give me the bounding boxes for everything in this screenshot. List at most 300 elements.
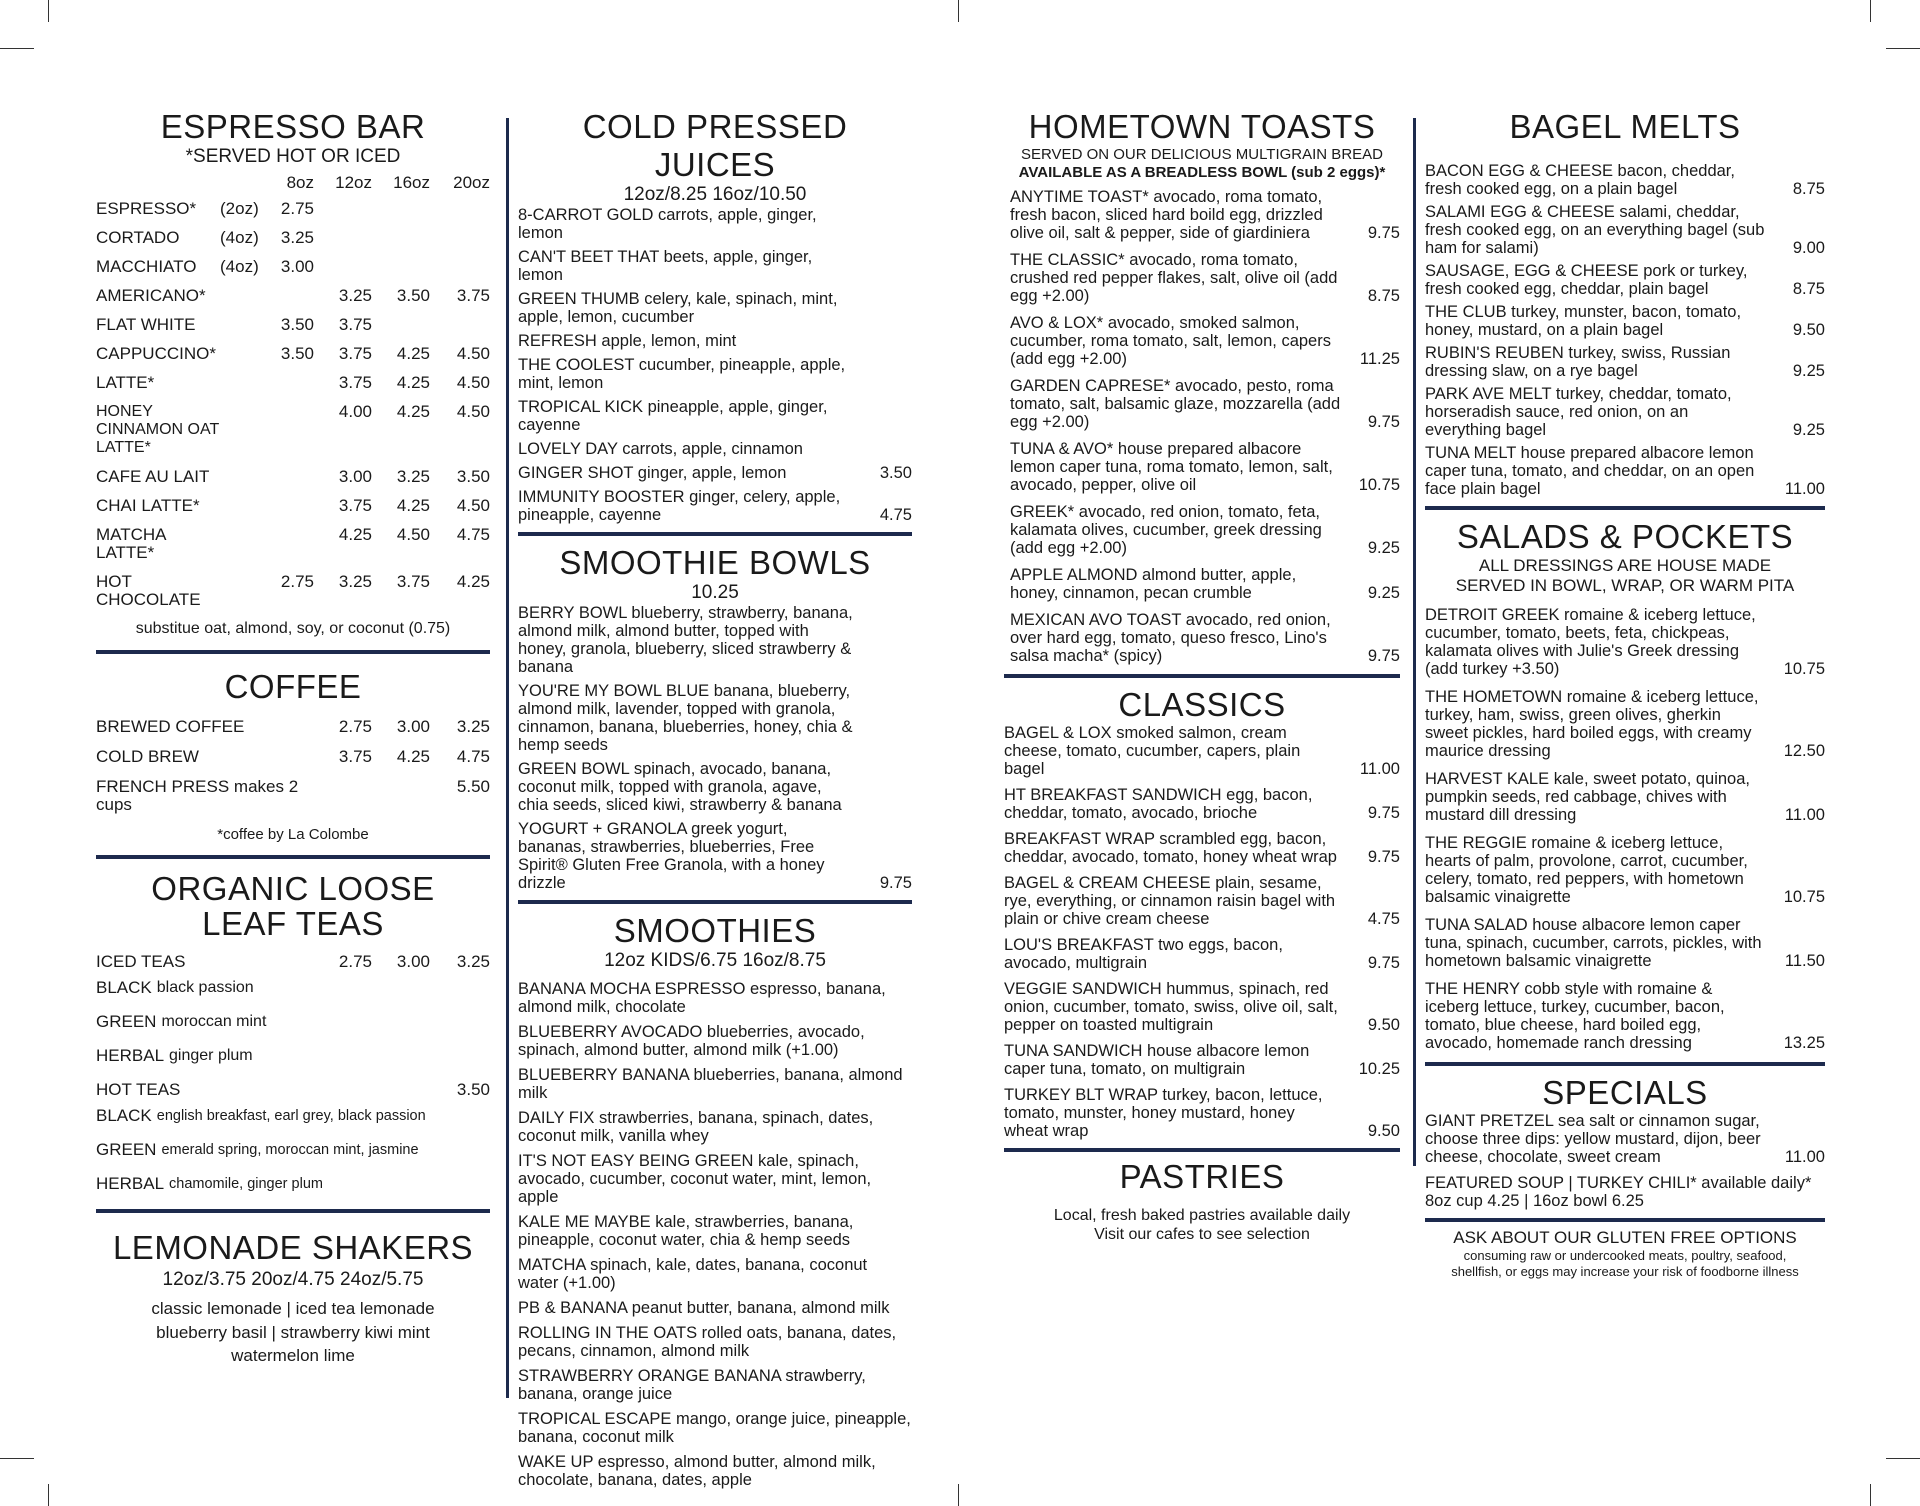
menu-item: [1425, 162, 1825, 198]
item-text: BAGEL & CREAM CHEESE plain, sesame, rye, everything, or cinnamon raisin bagel with plain or chive cream cheese: [1004, 874, 1336, 928]
soup-line: FEATURED SOUP | TURKEY CHILI* available daily*: [1425, 1174, 1812, 1192]
drink-row: [96, 345, 490, 363]
drink-name: CHAI LATTE*: [96, 496, 200, 515]
item-price: 11.00: [1784, 1148, 1825, 1166]
item-text: TUNA SANDWICH house albacore lemon caper tuna, tomato, on multigrain: [1004, 1042, 1310, 1078]
smoothies-title: SMOOTHIES: [613, 912, 817, 949]
drink-price: 4.25: [338, 525, 372, 544]
drink-price: 3.75: [338, 373, 372, 392]
item-price: 9.00: [1792, 239, 1825, 257]
drink-price: 3.75: [338, 315, 372, 334]
drink-price: 4.00: [338, 402, 372, 421]
drink-row: [96, 468, 490, 486]
toasts-title: HOMETOWN TOASTS: [1028, 108, 1376, 145]
item-text: BACON EGG & CHEESE bacon, cheddar, fresh cooked egg, on a plain bagel: [1425, 162, 1735, 198]
item-price: 10.25: [1358, 1060, 1400, 1078]
coffee-note: *coffee by La Colombe: [217, 826, 369, 843]
smoothies-list: [518, 980, 912, 1489]
coffee-price: 3.00: [396, 717, 430, 736]
menu-item: [1010, 440, 1400, 494]
section-rule: [518, 532, 912, 536]
classics-title: CLASSICS: [1118, 686, 1286, 723]
menu-item: [1425, 203, 1825, 257]
item-text: BERRY BOWL blueberry, strawberry, banana, almond milk, almond butter, topped with honey, granola, blueberry, sliced strawberry & banana: [518, 604, 853, 676]
drink-row: [96, 316, 490, 334]
drink-price: 2.75: [280, 572, 314, 591]
size-label: 8oz: [286, 173, 314, 192]
drink-price: 4.25: [456, 572, 490, 591]
tea-name: BLACK: [96, 1106, 152, 1125]
classics-list: [1004, 724, 1400, 1140]
item-text: LOVELY DAY carrots, apple, cinnamon: [518, 440, 803, 458]
drink-price: 4.75: [456, 525, 490, 544]
teas-title-line1: ORGANIC LOOSE: [151, 870, 435, 907]
toasts-list: [1004, 188, 1400, 665]
toasts-subtitle-bold: AVAILABLE AS A BREADLESS BOWL (sub 2 eggs)*: [1018, 164, 1386, 181]
teas-list: [96, 953, 490, 1193]
salads-subtitle: SERVED IN BOWL, WRAP, OR WARM PITA: [1455, 576, 1795, 595]
item-text: GREEK* avocado, red onion, tomato, feta, kalamata olives, cucumber, greek dressing (add egg +2.00): [1010, 503, 1322, 557]
menu-item: [518, 1453, 912, 1489]
milk-note: substitue oat, almond, soy, or coconut (0.75): [135, 620, 451, 637]
item-text: VEGGIE SANDWICH hummus, spinach, red onion, cucumber, tomato, swiss, olive oil, salt, pepper on toasted multigrain: [1004, 980, 1338, 1034]
pastries-line: Local, fresh baked pastries available daily: [1053, 1207, 1351, 1224]
menu-item: [518, 1023, 912, 1059]
item-price: 11.00: [1784, 806, 1825, 824]
menu-item: [1010, 611, 1400, 665]
section-rule: [96, 855, 490, 859]
drink-price: 3.75: [338, 344, 372, 363]
food-warning: consuming raw or undercooked meats, poultry, seafood,: [1463, 1248, 1787, 1263]
salads-title: SALADS & POCKETS: [1456, 518, 1794, 555]
specials-title: SPECIALS: [1542, 1074, 1708, 1111]
crop-mark: [958, 0, 959, 22]
menu-item: [1425, 262, 1825, 298]
item-text: THE HOMETOWN romaine & iceberg lettuce, turkey, ham, swiss, green olives, gherkin sweet pickles, hard boiled eggs, with creamy maurice dressing: [1425, 688, 1759, 760]
item-price: 9.25: [1792, 362, 1825, 380]
gluten-free-note: ASK ABOUT OUR GLUTEN FREE OPTIONS: [1453, 1228, 1797, 1247]
item-price: 9.75: [1367, 647, 1400, 665]
tea-desc: emerald spring, moroccan mint, jasmine: [161, 1142, 419, 1158]
pastries-line: Visit our cafes to see selection: [1094, 1226, 1310, 1243]
drink-row: [96, 229, 490, 247]
menu-item: [518, 1299, 912, 1317]
drink-row: [96, 200, 490, 218]
bowls-title: SMOOTHIE BOWLS: [559, 544, 871, 581]
coffee-price: 5.50: [456, 777, 490, 796]
menu-item: [518, 1367, 912, 1403]
lemonade-sizes: 12oz/3.75 20oz/4.75 24oz/5.75: [162, 1269, 424, 1290]
menu-item: [518, 332, 912, 350]
tea-row: [96, 1141, 490, 1159]
drink-price: 3.75: [338, 496, 372, 515]
coffee-price: 3.75: [338, 747, 372, 766]
item-text: AVO & LOX* avocado, smoked salmon, cucumber, roma tomato, salt, lemon, capers (add egg +2.00): [1010, 314, 1331, 368]
menu-item: [518, 1109, 912, 1145]
item-text: BREAKFAST WRAP scrambled egg, bacon, cheddar, avocado, tomato, honey wheat wrap: [1004, 830, 1337, 866]
item-text: PARK AVE MELT turkey, cheddar, tomato, horseradish sauce, red onion, on an everything bagel: [1425, 385, 1732, 439]
coffee-title: COFFEE: [224, 668, 362, 705]
item-price: 8.75: [1792, 280, 1825, 298]
item-text: PB & BANANA peanut butter, banana, almond milk: [518, 1299, 890, 1317]
tea-desc: chamomile, ginger plum: [169, 1176, 323, 1192]
drink-name: LATTE*: [96, 373, 155, 392]
drink-row: [96, 258, 490, 276]
item-price: 4.75: [879, 506, 912, 524]
coffee-row: [96, 748, 490, 766]
tea-price: 3.50: [456, 1080, 490, 1099]
drink-size: (2oz): [220, 199, 259, 218]
crop-mark: [1870, 0, 1871, 22]
crop-mark: [1886, 48, 1920, 49]
item-text: APPLE ALMOND almond butter, apple, honey, cinnamon, pecan crumble: [1010, 566, 1297, 602]
item-price: 9.25: [1792, 421, 1825, 439]
coffee-row: [96, 778, 490, 814]
drink-price: 4.50: [456, 402, 490, 421]
menu-item: [1010, 503, 1400, 557]
tea-desc: moroccan mint: [161, 1013, 267, 1030]
menu-item: [518, 604, 912, 676]
drink-price: 3.25: [396, 467, 430, 486]
size-label: 20oz: [453, 173, 490, 192]
tea-desc: black passion: [156, 979, 254, 996]
item-text: THE CLUB turkey, munster, bacon, tomato, honey, mustard, on a plain bagel: [1425, 303, 1742, 339]
tea-price: 2.75: [338, 952, 372, 971]
drink-name: HONEY CINNAMON OAT LATTE*: [96, 403, 219, 456]
item-text: BAGEL & LOX smoked salmon, cream cheese, tomato, cucumber, capers, plain bagel: [1004, 724, 1301, 778]
tea-desc: english breakfast, earl grey, black passion: [156, 1108, 426, 1124]
drink-name: MACCHIATO: [96, 257, 197, 276]
item-text: SALAMI EGG & CHEESE salami, cheddar, fresh cooked egg, on an everything bagel (sub ham for salami): [1425, 203, 1765, 257]
crop-mark: [1870, 1484, 1871, 1506]
coffee-list: [96, 718, 490, 814]
salads-subtitle: ALL DRESSINGS ARE HOUSE MADE: [1478, 556, 1772, 575]
drink-size: (4oz): [220, 257, 259, 276]
menu-item: [1010, 566, 1400, 602]
drink-price: 4.50: [396, 525, 430, 544]
drink-price: 4.50: [456, 373, 490, 392]
lemonade-title: LEMONADE SHAKERS: [112, 1229, 474, 1266]
toasts-subtitle: SERVED ON OUR DELICIOUS MULTIGRAIN BREAD: [1020, 146, 1383, 163]
item-price: 3.50: [879, 464, 912, 482]
item-price: 11.50: [1784, 952, 1825, 970]
drink-price: 3.00: [280, 257, 314, 276]
menu-item: [518, 820, 912, 892]
item-text: THE HENRY cobb style with romaine & iceberg lettuce, turkey, cucumber, bacon, tomato, blue cheese, hard boiled egg, avocado, homemade ranch dressing: [1425, 980, 1725, 1052]
menu-item: [1425, 1112, 1825, 1166]
tea-row: [96, 1013, 490, 1031]
crop-mark: [0, 48, 34, 49]
menu-item: [1425, 344, 1825, 380]
item-text: CAN'T BEET THAT beets, apple, ginger, lemon: [518, 248, 813, 284]
menu-item: [518, 356, 912, 392]
drink-row: [96, 287, 490, 305]
item-text: IMMUNITY BOOSTER ginger, celery, apple, pineapple, cayenne: [518, 488, 841, 524]
menu-item: [518, 760, 912, 814]
item-text: TUNA SALAD house albacore lemon caper tuna, spinach, cucumber, carrots, pickles, with hometown balsamic vinaigrette: [1425, 916, 1762, 970]
tea-price: 3.25: [456, 952, 490, 971]
tea-row: [96, 1047, 490, 1065]
drink-name: HOT CHOCOLATE: [96, 572, 201, 609]
item-text: ROLLING IN THE OATS rolled oats, banana, dates, pecans, cinnamon, almond milk: [518, 1324, 897, 1360]
section-rule: [1425, 1218, 1825, 1222]
item-text: THE CLASSIC* avocado, roma tomato, crushed red pepper flakes, salt, olive oil (add egg +2.00): [1010, 251, 1338, 305]
menu-item: [1010, 251, 1400, 305]
item-text: HARVEST KALE kale, sweet potato, quinoa, pumpkin seeds, red cabbage, chives with mustard dill dressing: [1425, 770, 1750, 824]
column-espresso: [96, 108, 490, 1367]
item-price: 9.75: [1367, 954, 1400, 972]
item-price: 13.25: [1783, 1034, 1825, 1052]
drink-price: 3.25: [338, 572, 372, 591]
drink-name: CAFE AU LAIT: [96, 467, 210, 486]
section-rule: [1004, 1148, 1400, 1152]
tea-name: HERBAL: [96, 1174, 165, 1193]
item-price: 8.75: [1792, 180, 1825, 198]
item-text: TURKEY BLT WRAP turkey, bacon, lettuce, tomato, munster, honey mustard, honey wheat wrap: [1004, 1086, 1323, 1140]
menu-item: [1425, 303, 1825, 339]
coffee-price: 3.25: [456, 717, 490, 736]
lemonade-line: watermelon lime: [231, 1346, 355, 1365]
drink-name: CORTADO: [96, 228, 180, 247]
coffee-row: [96, 718, 490, 736]
item-text: REFRESH apple, lemon, mint: [518, 332, 737, 350]
tea-row: [96, 979, 490, 997]
drink-row: [96, 403, 490, 457]
menu-item: [1004, 830, 1400, 866]
menu-item: [1004, 786, 1400, 822]
menu-item: [1425, 688, 1825, 760]
specials-list: [1425, 1112, 1825, 1166]
hot-teas-row: [96, 1081, 490, 1099]
menu-item: [518, 1213, 912, 1249]
menu-item: [1010, 188, 1400, 242]
menu-item: [518, 206, 912, 242]
drink-price: 4.50: [456, 496, 490, 515]
crop-mark: [48, 1484, 49, 1506]
item-text: KALE ME MAYBE kale, strawberries, banana, pineapple, coconut water, chia & hemp seeds: [518, 1213, 854, 1249]
item-price: 9.75: [1367, 804, 1400, 822]
item-text: MEXICAN AVO TOAST avocado, red onion, over hard egg, tomato, queso fresco, Lino's salsa macha* (spicy): [1010, 611, 1331, 665]
item-price: 10.75: [1783, 660, 1825, 678]
menu-item: [518, 1152, 912, 1206]
menu-item: [518, 1256, 912, 1292]
section-rule: [1425, 1062, 1825, 1066]
menu-item: [1004, 980, 1400, 1034]
menu-item: [1004, 1042, 1400, 1078]
drink-price: 3.75: [456, 286, 490, 305]
column-bagels: [1425, 108, 1825, 1280]
menu-item: [1004, 724, 1400, 778]
drink-price: 3.25: [280, 228, 314, 247]
menu-item: [518, 248, 912, 284]
juices-title: COLD PRESSED JUICES: [582, 108, 848, 183]
drink-name: MATCHA LATTE*: [96, 525, 166, 562]
item-price: 9.75: [1367, 848, 1400, 866]
section-rule: [1004, 674, 1400, 678]
hot-teas-label: HOT TEAS: [96, 1080, 181, 1099]
pastries-title: PASTRIES: [1119, 1158, 1285, 1195]
drink-row: [96, 573, 490, 609]
menu-item: [518, 1324, 912, 1360]
section-rule: [96, 650, 490, 654]
section-rule: [518, 900, 912, 904]
column-toasts: [1004, 108, 1400, 1244]
item-text: GIANT PRETZEL sea salt or cinnamon sugar, choose three dips: yellow mustard, dijon, beer cheese, chocolate, sweet cream: [1425, 1112, 1761, 1166]
item-price: 9.75: [1367, 224, 1400, 242]
espresso-subtitle: *SERVED HOT OR ICED: [185, 146, 401, 167]
menu-item: [1425, 444, 1825, 498]
menu-item: [518, 464, 912, 482]
menu-item: [1425, 916, 1825, 970]
item-text: DAILY FIX strawberries, banana, spinach, dates, coconut milk, vanilla whey: [518, 1109, 874, 1145]
item-price: 9.75: [879, 874, 912, 892]
menu-item: [518, 980, 912, 1016]
menu-item: [518, 682, 912, 754]
tea-name: GREEN: [96, 1140, 157, 1159]
menu-item: [518, 1066, 912, 1102]
item-price: 9.25: [1367, 539, 1400, 557]
drink-row: [96, 526, 490, 562]
tea-name: BLACK: [96, 978, 152, 997]
item-text: RUBIN'S REUBEN turkey, swiss, Russian dressing slaw, on a rye bagel: [1425, 344, 1731, 380]
juices-list: [518, 206, 912, 524]
tea-price: 3.00: [396, 952, 430, 971]
drink-price: 3.50: [280, 344, 314, 363]
item-text: MATCHA spinach, kale, dates, banana, coconut water (+1.00): [518, 1256, 868, 1292]
item-price: 10.75: [1783, 888, 1825, 906]
espresso-list: [96, 200, 490, 609]
menu-item: [1425, 980, 1825, 1052]
item-text: YOGURT + GRANOLA greek yogurt, bananas, strawberries, blueberries, Free Spirit® Gluten Free Granola, with a honey drizzle: [518, 820, 825, 892]
crop-mark: [48, 0, 49, 22]
item-price: 8.75: [1367, 287, 1400, 305]
iced-teas-row: [96, 953, 490, 971]
drink-name: FLAT WHITE: [96, 315, 196, 334]
size-label: 12oz: [335, 173, 372, 192]
tea-row: [96, 1107, 490, 1125]
coffee-price: 4.75: [456, 747, 490, 766]
lemonade-line: blueberry basil | strawberry kiwi mint: [156, 1323, 430, 1342]
drink-name: AMERICANO*: [96, 286, 206, 305]
item-text: LOU'S BREAKFAST two eggs, bacon, avocado, multigrain: [1004, 936, 1283, 972]
item-text: HT BREAKFAST SANDWICH egg, bacon, cheddar, tomato, avocado, brioche: [1004, 786, 1313, 822]
drink-name: CAPPUCCINO*: [96, 344, 216, 363]
drink-price: 2.75: [280, 199, 314, 218]
salads-list: [1425, 606, 1825, 1052]
drink-price: 3.50: [456, 467, 490, 486]
item-price: 12.50: [1783, 742, 1825, 760]
item-text: GREEN BOWL spinach, avocado, banana, coconut milk, topped with granola, agave, chia seeds, sliced kiwi, strawberry & banana: [518, 760, 842, 814]
item-text: GREEN THUMB celery, kale, spinach, mint, apple, lemon, cucumber: [518, 290, 838, 326]
juices-sizes: 12oz/8.25 16oz/10.50: [623, 184, 807, 205]
item-text: TROPICAL KICK pineapple, apple, ginger, cayenne: [518, 398, 828, 434]
item-text: BLUEBERRY BANANA blueberries, banana, almond milk: [518, 1066, 903, 1102]
menu-item: [518, 398, 912, 434]
drink-price: 4.25: [396, 496, 430, 515]
item-text: TUNA MELT house prepared albacore lemon caper tuna, tomato, and cheddar, on an open face plain bagel: [1425, 444, 1755, 498]
menu-item: [518, 440, 912, 458]
column-divider: [1413, 118, 1416, 1166]
menu-item: [1425, 834, 1825, 906]
crop-mark: [1886, 1458, 1920, 1459]
item-price: 11.00: [1784, 480, 1825, 498]
item-text: 8-CARROT GOLD carrots, apple, ginger, lemon: [518, 206, 817, 242]
item-price: 9.50: [1792, 321, 1825, 339]
teas-title-line2: LEAF TEAS: [202, 905, 384, 942]
crop-mark: [0, 1458, 34, 1459]
menu-item: [518, 488, 912, 524]
drink-price: 3.75: [396, 572, 430, 591]
item-text: SAUSAGE, EGG & CHEESE pork or turkey, fresh cooked egg, cheddar, plain bagel: [1425, 262, 1748, 298]
menu-item: [1004, 936, 1400, 972]
section-rule: [96, 1209, 490, 1213]
coffee-name: FRENCH PRESS makes 2 cups: [96, 777, 299, 814]
item-text: THE REGGIE romaine & iceberg lettuce, hearts of palm, provolone, carrot, cucumber, celery, tomato, red peppers, with hometown balsamic vinaigrette: [1425, 834, 1748, 906]
item-price: 9.25: [1367, 584, 1400, 602]
coffee-price: 4.25: [396, 747, 430, 766]
item-text: TROPICAL ESCAPE mango, orange juice, pineapple, banana, coconut milk: [518, 1410, 911, 1446]
item-text: THE COOLEST cucumber, pineapple, apple, mint, lemon: [518, 356, 846, 392]
crop-mark: [958, 1484, 959, 1506]
drink-price: 3.50: [280, 315, 314, 334]
item-text: BLUEBERRY AVOCADO blueberries, avocado, spinach, almond butter, almond milk (+1.00): [518, 1023, 865, 1059]
drink-price: 4.25: [396, 344, 430, 363]
drink-name: ESPRESSO*: [96, 199, 197, 218]
item-text: ANYTIME TOAST* avocado, roma tomato, fresh bacon, sliced hard boild egg, drizzled olive oil, salt & pepper, side of giardiniera: [1010, 188, 1323, 242]
item-text: GINGER SHOT ginger, apple, lemon: [518, 464, 787, 482]
item-text: IT'S NOT EASY BEING GREEN kale, spinach, avocado, cucumber, coconut water, mint, lemon, apple: [518, 1152, 872, 1206]
menu-item: [1010, 314, 1400, 368]
drink-price: 3.50: [396, 286, 430, 305]
item-price: 9.75: [1367, 413, 1400, 431]
tea-row: [96, 1175, 490, 1193]
item-text: WAKE UP espresso, almond butter, almond milk, chocolate, banana, dates, apple: [518, 1453, 876, 1489]
drink-row: [96, 374, 490, 392]
coffee-name: BREWED COFFEE: [96, 717, 245, 736]
tea-desc: ginger plum: [169, 1047, 253, 1064]
menu-item: [1004, 874, 1400, 928]
column-divider: [506, 118, 509, 1398]
bowls-price: 10.25: [691, 582, 739, 603]
item-text: YOU'RE MY BOWL BLUE banana, blueberry, almond milk, lavender, topped with granola, cinnamon, banana, blueberries, honey, chia & hemp seeds: [518, 682, 853, 754]
menu-item: [518, 1410, 912, 1446]
menu-item: [1425, 385, 1825, 439]
menu-item: [518, 290, 912, 326]
menu-item: [1004, 1086, 1400, 1140]
menu-item: [1425, 606, 1825, 678]
bagels-list: [1425, 162, 1825, 498]
bagels-title: BAGEL MELTS: [1509, 108, 1741, 145]
size-header: [96, 174, 490, 192]
coffee-name: COLD BREW: [96, 747, 199, 766]
menu-item: [1010, 377, 1400, 431]
drink-price: 4.50: [456, 344, 490, 363]
drink-row: [96, 497, 490, 515]
item-price: 11.00: [1359, 760, 1400, 778]
section-rule: [1425, 506, 1825, 510]
item-text: STRAWBERRY ORANGE BANANA strawberry, banana, orange juice: [518, 1367, 866, 1403]
drink-price: 4.25: [396, 402, 430, 421]
bowls-list: [518, 604, 912, 892]
item-price: 9.50: [1367, 1016, 1400, 1034]
drink-price: 3.25: [338, 286, 372, 305]
drink-price: 3.00: [338, 467, 372, 486]
item-text: GARDEN CAPRESE* avocado, pesto, roma tomato, salt, balsamic glaze, mozzarella (add egg +2.00): [1010, 377, 1341, 431]
item-text: TUNA & AVO* house prepared albacore lemon caper tuna, roma tomato, lemon, salt, avocado, pepper, olive oil: [1010, 440, 1333, 494]
tea-name: HERBAL: [96, 1046, 165, 1065]
drink-price: 4.25: [396, 373, 430, 392]
coffee-price: 2.75: [338, 717, 372, 736]
